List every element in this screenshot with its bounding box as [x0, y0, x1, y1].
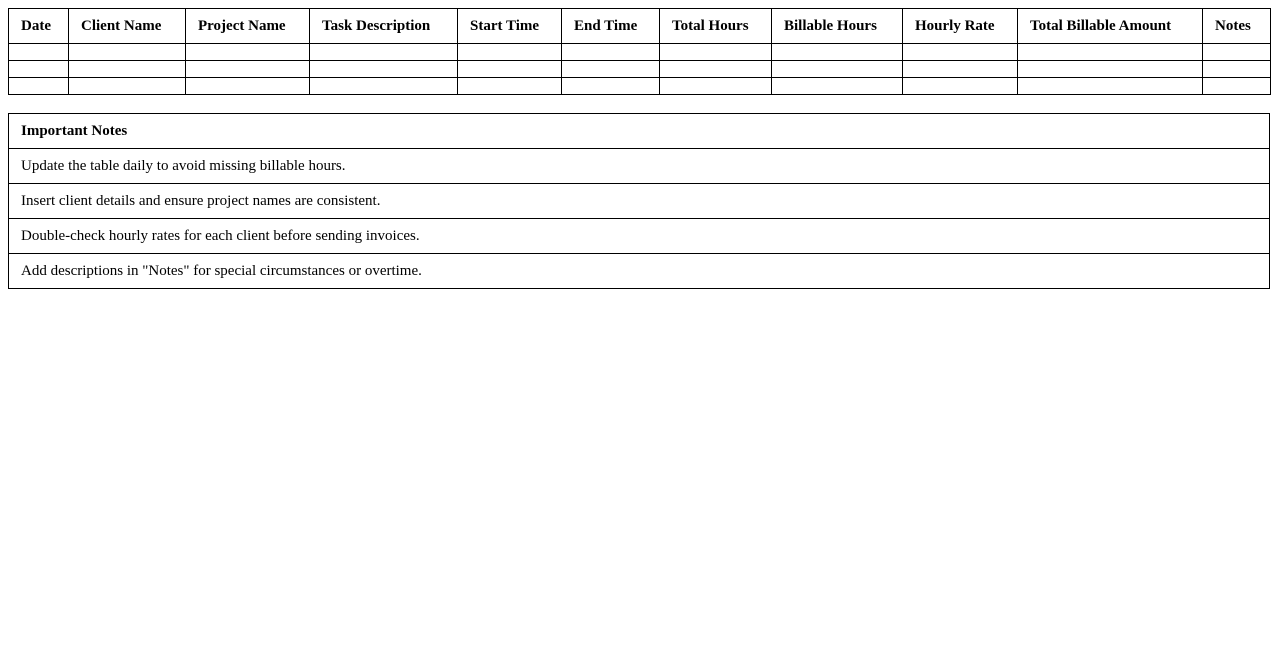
table-cell[interactable] — [1203, 61, 1271, 78]
notes-row — [9, 254, 1270, 289]
table-cell[interactable] — [660, 44, 772, 61]
table-cell[interactable] — [562, 78, 660, 95]
note-item: Insert client details and ensure project names are consistent. — [9, 184, 1270, 219]
important-notes-table — [8, 113, 1270, 289]
table-cell[interactable] — [660, 78, 772, 95]
table-row — [9, 78, 1271, 95]
table-cell[interactable] — [1018, 78, 1203, 95]
notes-row — [9, 184, 1270, 219]
table-cell[interactable] — [1203, 78, 1271, 95]
table-cell[interactable] — [9, 78, 69, 95]
time-tracking-table — [8, 8, 1271, 95]
table-cell[interactable] — [186, 78, 310, 95]
note-item: Update the table daily to avoid missing billable hours. — [9, 149, 1270, 184]
header-billable-hours: Billable Hours — [772, 9, 903, 44]
table-cell[interactable] — [458, 61, 562, 78]
table-cell[interactable] — [458, 44, 562, 61]
table-cell[interactable] — [772, 78, 903, 95]
table-header-row — [9, 9, 1271, 44]
table-cell[interactable] — [660, 61, 772, 78]
table-cell[interactable] — [772, 61, 903, 78]
header-start-time: Start Time — [458, 9, 562, 44]
table-cell[interactable] — [186, 61, 310, 78]
table-cell[interactable] — [69, 44, 186, 61]
table-cell[interactable] — [903, 61, 1018, 78]
table-row — [9, 44, 1271, 61]
table-cell[interactable] — [1018, 61, 1203, 78]
table-cell[interactable] — [562, 44, 660, 61]
table-row — [9, 61, 1271, 78]
table-cell[interactable] — [186, 44, 310, 61]
notes-row — [9, 149, 1270, 184]
table-cell[interactable] — [562, 61, 660, 78]
table-cell[interactable] — [1203, 44, 1271, 61]
table-cell[interactable] — [772, 44, 903, 61]
notes-row — [9, 219, 1270, 254]
header-total-hours: Total Hours — [660, 9, 772, 44]
table-cell[interactable] — [9, 61, 69, 78]
table-cell[interactable] — [1018, 44, 1203, 61]
table-cell[interactable] — [310, 61, 458, 78]
table-cell[interactable] — [9, 44, 69, 61]
note-item: Add descriptions in "Notes" for special circumstances or overtime. — [9, 254, 1270, 289]
table-cell[interactable] — [310, 78, 458, 95]
header-date: Date — [9, 9, 69, 44]
header-project-name: Project Name — [186, 9, 310, 44]
table-cell[interactable] — [458, 78, 562, 95]
notes-title: Important Notes — [9, 114, 1270, 149]
header-notes: Notes — [1203, 9, 1271, 44]
note-item: Double-check hourly rates for each client before sending invoices. — [9, 219, 1270, 254]
header-end-time: End Time — [562, 9, 660, 44]
table-cell[interactable] — [69, 61, 186, 78]
header-task-description: Task Description — [310, 9, 458, 44]
table-cell[interactable] — [310, 44, 458, 61]
header-hourly-rate: Hourly Rate — [903, 9, 1018, 44]
header-total-billable-amount: Total Billable Amount — [1018, 9, 1203, 44]
table-cell[interactable] — [69, 78, 186, 95]
notes-header-row — [9, 114, 1270, 149]
table-cell[interactable] — [903, 78, 1018, 95]
header-client-name: Client Name — [69, 9, 186, 44]
table-cell[interactable] — [903, 44, 1018, 61]
